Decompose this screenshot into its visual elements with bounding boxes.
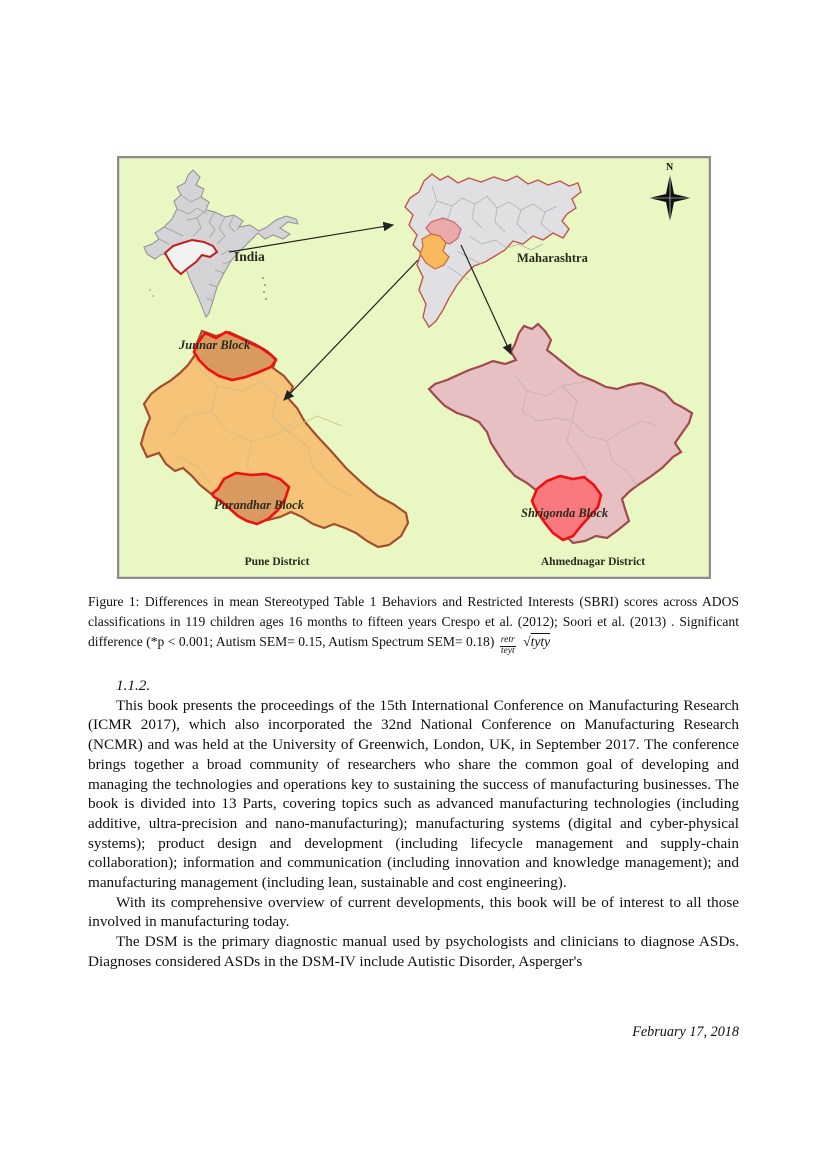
paragraph-1: This book presents the proceedings of the 15th International Conference on Manufacturing Research (ICMR 2017), which also incorporated the 32nd National Conference on Manufacturing Research (NCMR) and was held at the University of Greenwich, London, UK, in September 2017. The conference brings together a broad community of researchers who share the common goal of developing and managing the technologies and operations key to sustaining the success of manufacturing businesses. The book is divided into 13 Parts, covering topics such as advanced manufacturing technologies (including additive, ultra-precision and nano-manufacturing); manufacturing systems (digital and cyber-physical systems); product design and development (including lifecycle management and supply-chain collaboration); information and communication (including innovation and knowledge management); and manufacturing management (including lean, sustainable and cost engineering).: [88, 696, 739, 892]
body-text: [88, 676, 739, 972]
sqrt-radical-symbol: √: [523, 634, 531, 649]
maharashtra-label: Maharashtra: [517, 251, 588, 265]
figure-caption-text: Figure 1: Differences in mean Stereotyped Table 1 Behaviors and Restricted Interests (SBRI) scores across ADOS classifications in 119 children ages 16 months to fifteen years Crespo et al. (2012); Soori et al. (2013) . Significant difference (*p < 0.001; Autism SEM= 0.15, Autism Spectrum SEM= 0.18): [88, 594, 739, 649]
purandhar-block-label: Purandhar Block: [214, 498, 304, 512]
date-line: February 17, 2018: [632, 1024, 739, 1040]
caption-sqrt-argument: tyty: [530, 634, 551, 649]
section-heading: 1.1.2.: [116, 677, 151, 694]
compass-n-label: N: [666, 162, 674, 173]
shrigonda-block-label: Shrigonda Block: [521, 506, 609, 520]
caption-fraction: [500, 636, 516, 657]
caption-fraction-denominator: teyt: [500, 646, 515, 656]
junnar-block-label: Junnar Block: [179, 338, 251, 352]
india-label: India: [234, 249, 265, 264]
figure-1-map: [117, 156, 711, 579]
paragraph-3: The DSM is the primary diagnostic manual used by psychologists and clinicians to diagnose ASDs. Diagnoses considered ASDs in the DSM-IV include Autistic Disorder, Asperger's: [88, 933, 739, 970]
caption-sqrt: [523, 634, 550, 649]
caption-fraction-numerator: retr: [500, 635, 515, 646]
ahmednagar-district-label: Ahmednagar District: [540, 556, 646, 568]
figure-caption: [88, 592, 739, 657]
pune-district-label: Pune District: [244, 556, 310, 568]
paragraph-2: With its comprehensive overview of current developments, this book will be of interest to all those involved in manufacturing today.: [88, 893, 739, 931]
